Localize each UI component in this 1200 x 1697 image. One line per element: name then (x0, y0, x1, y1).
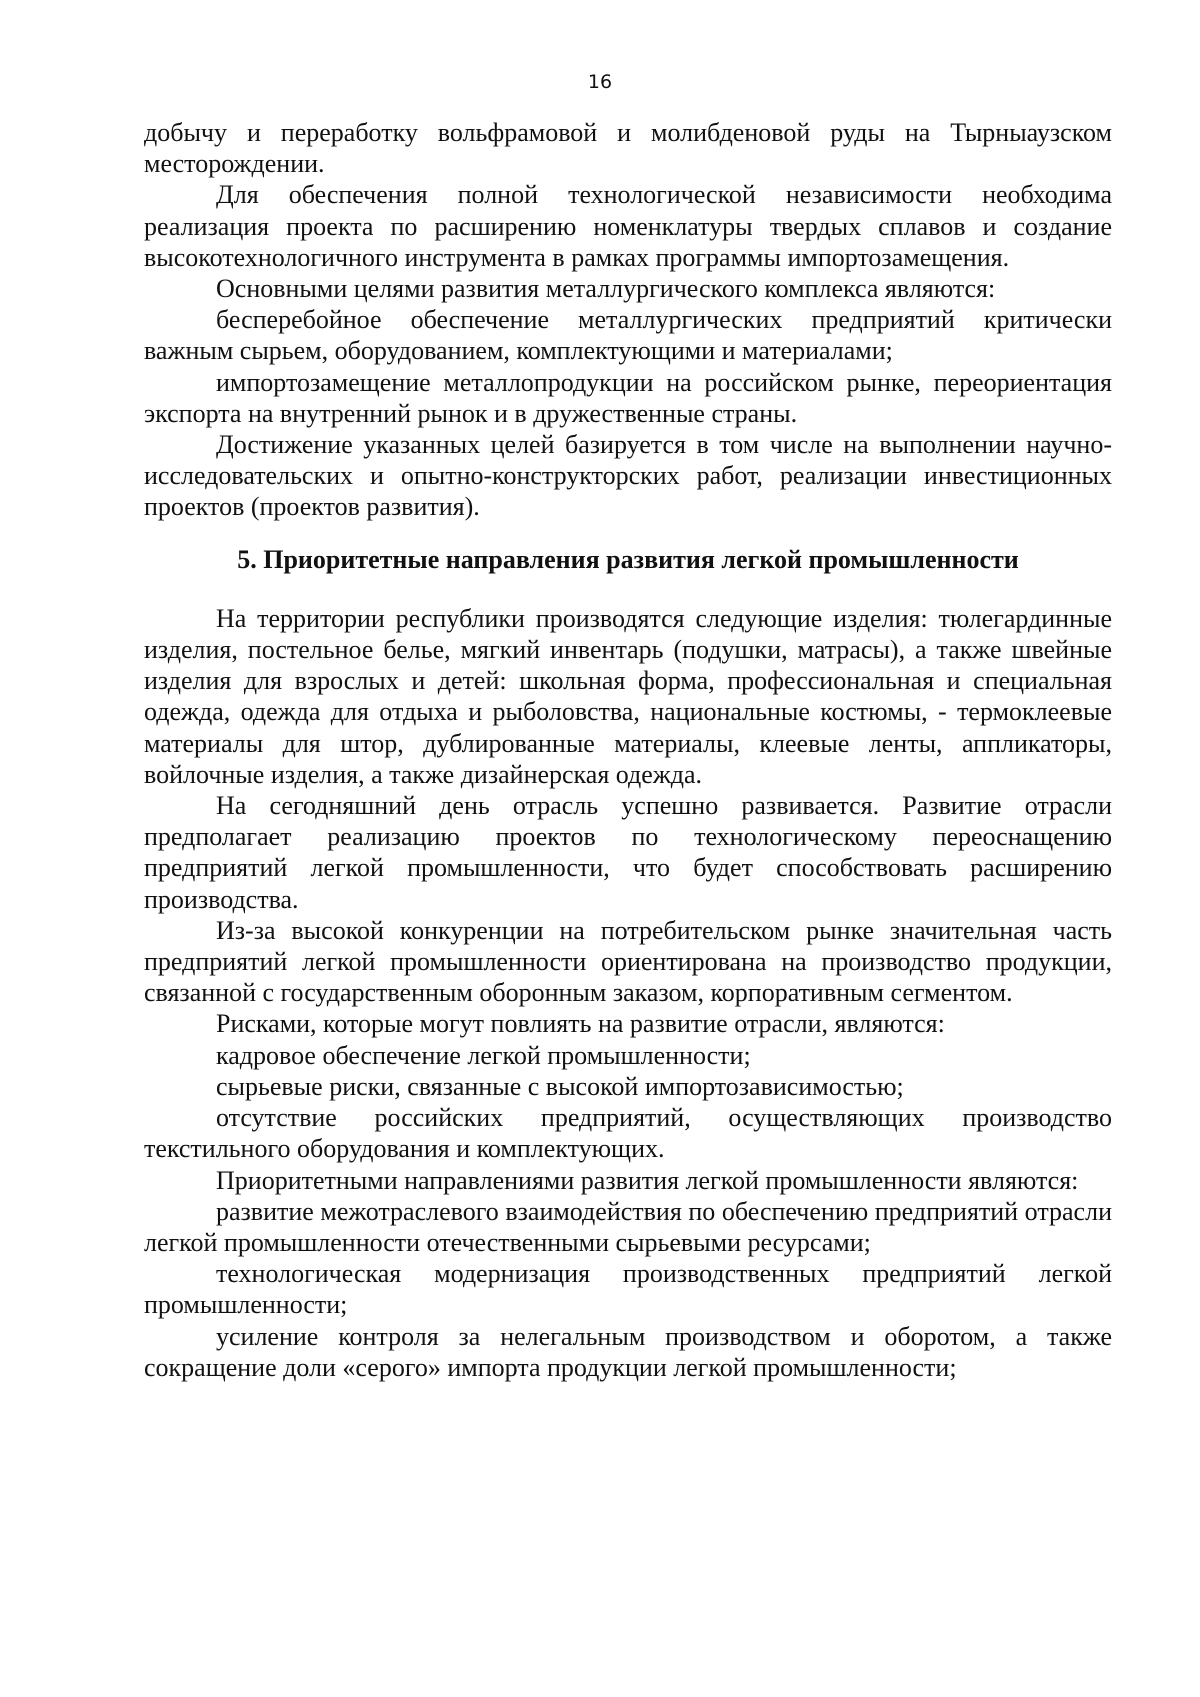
paragraph: Основными целями развития металлургического комплекса являются: (216, 274, 996, 304)
document-body (144, 117, 1112, 1383)
list-item: сырьевые риски, связанные с высокой импортозависимостью; (216, 1071, 904, 1101)
paragraph: Для обеспечения полной технологической независимости необходима реализация проекта по расширению номенклатуры твердых сплавов и создание высокотехнологичного инструмента в рамках программы импортозамещения. (144, 180, 1112, 272)
list-item: импортозамещение металлопродукции на российском рынке, переориентация экспорта на внутренний рынок и в дружественные страны. (144, 367, 1112, 428)
paragraph: Из-за высокой конкуренции на потребительском рынке значительная часть предприятий легкой промышленности ориентирована на производство продукции, связанной с государственным оборонным заказом, корпоративным сегментом. (144, 915, 1112, 1008)
list-item: отсутствие российских предприятий, осуществляющих производство текстильного оборудования и комплектующих. (144, 1103, 1112, 1164)
list-item: кадровое обеспечение легкой промышленности; (216, 1040, 751, 1070)
paragraph: Приоритетными направлениями развития легкой промышленности являются: (216, 1165, 1079, 1195)
paragraph: На сегодняшний день отрасль успешно развивается. Развитие отрасли предполагает реализацию проектов по технологическому переоснащению предприятий легкой промышленности, что будет способствовать расширению производства. (144, 791, 1112, 914)
list-item: развитие межотраслевого взаимодействия по обеспечению предприятий отрасли легкой промышленности отечественными сырьевыми ресурсами; (144, 1196, 1112, 1257)
list-item: бесперебойное обеспечение металлургических предприятий критически важным сырьем, оборудованием, комплектующими и материалами; (144, 305, 1112, 366)
list-item: усиление контроля за нелегальным производством и оборотом, а также сокращение доли «серого» импорта продукции легкой промышленности; (144, 1321, 1112, 1382)
page-number: 16 (587, 71, 613, 93)
section-heading: 5. Приоритетные направления развития легкой промышленности (237, 544, 1019, 574)
paragraph: добычу и переработку вольфрамовой и молибденовой руды на Тырныаузском месторождении. (144, 118, 1112, 179)
paragraph: На территории республики производятся следующие изделия: тюлегардинные изделия, постельное белье, мягкий инвентарь (подушки, матрасы), а также швейные изделия для взрослых и детей: школьная форма, профессиональная и специальная одежда, одежда для отдыха и рыболовства, национальные костюмы, - термоклеевые материалы для штор, дублированные материалы, клеевые ленты, аппликаторы, войлочные изделия, а также дизайнерская одежда. (144, 603, 1112, 789)
list-item: технологическая модернизация производственных предприятий легкой промышленности; (144, 1259, 1112, 1320)
paragraph: Достижение указанных целей базируется в том числе на выполнении научно-исследовательских и опытно-конструкторских работ, реализации инвестиционных проектов (проектов развития). (144, 430, 1112, 522)
paragraph: Рисками, которые могут повлиять на развитие отрасли, являются: (216, 1009, 945, 1039)
